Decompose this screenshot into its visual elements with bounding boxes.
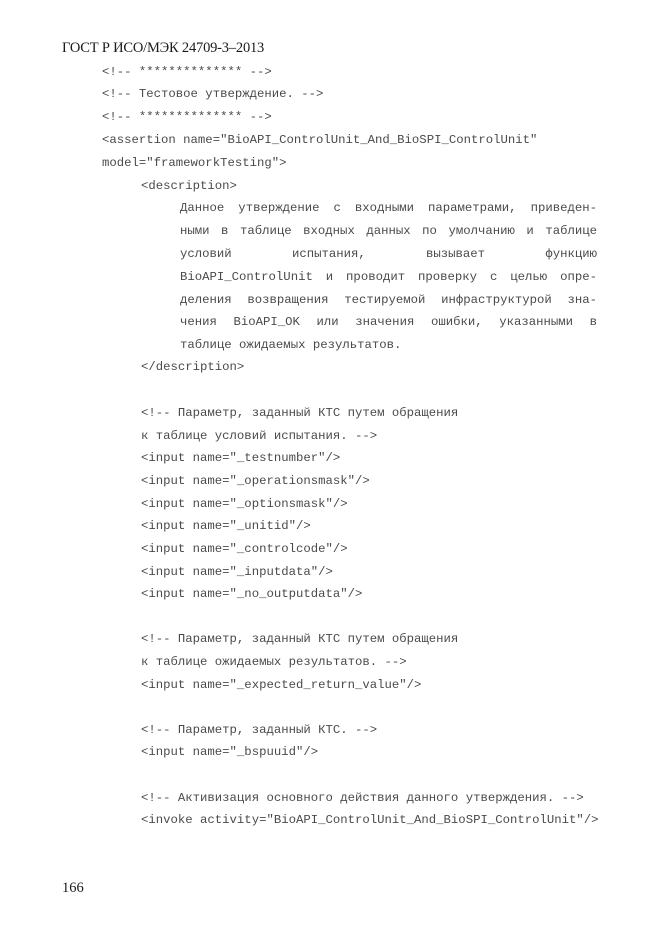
input-bspuuid: <input name="_bspuuid"/> [141,745,319,759]
banner-comment-bottom: <!-- ************** --> [102,110,272,124]
input-unitid: <input name="_unitid"/> [141,519,311,533]
parameter-comment-1b: к таблице условий испытания. --> [141,429,378,443]
assertion-open-line-1: <assertion name="BioAPI_ControlUnit_And_BioSPI_ControlUnit" [102,133,538,147]
description-line: ными в таблице входных данных по умолчанию и таблице [180,224,597,238]
input-expected-return-value: <input name="_expected_return_value"/> [141,678,422,692]
input-optionsmask: <input name="_optionsmask"/> [141,497,348,511]
parameter-comment-2a: <!-- Параметр, заданный КТС путем обращения [141,632,459,646]
page-number: 166 [62,880,84,896]
description-close-tag: </description> [141,360,245,374]
input-inputdata: <input name="_inputdata"/> [141,565,333,579]
description-line: деления возвращения тестируемой инфраструктурой зна- [180,293,597,307]
assertion-open-line-2: model="frameworkTesting"> [102,156,287,170]
parameter-comment-1a: <!-- Параметр, заданный КТС путем обращения [141,406,459,420]
description-line: Данное утверждение с входными параметрами, приведен- [180,201,597,215]
title-comment: <!-- Тестовое утверждение. --> [102,87,324,101]
description-line: BioAPI_ControlUnit и проводит проверку с целью опре- [180,270,597,284]
invoke-activity: <invoke activity="BioAPI_ControlUnit_And_BioSPI_ControlUnit"/> [141,813,599,827]
standard-header: ГОСТ Р ИСО/МЭК 24709-3–2013 [62,40,265,56]
input-operationsmask: <input name="_operationsmask"/> [141,474,370,488]
input-testnumber: <input name="_testnumber"/> [141,451,341,465]
input-controlcode: <input name="_controlcode"/> [141,542,348,556]
description-line: чения BioAPI_OK или значения ошибки, указанными в [180,315,597,329]
parameter-comment-3: <!-- Параметр, заданный КТС. --> [141,723,378,737]
input-no-outputdata: <input name="_no_outputdata"/> [141,587,363,601]
parameter-comment-2b: к таблице ожидаемых результатов. --> [141,655,407,669]
activation-comment: <!-- Активизация основного действия данного утверждения. --> [141,791,584,805]
description-line: условий испытания, вызывает функцию [180,247,597,261]
banner-comment-top: <!-- ************** --> [102,65,272,79]
description-open-tag: <description> [141,179,237,193]
description-line: таблице ожидаемых результатов. [180,338,402,352]
